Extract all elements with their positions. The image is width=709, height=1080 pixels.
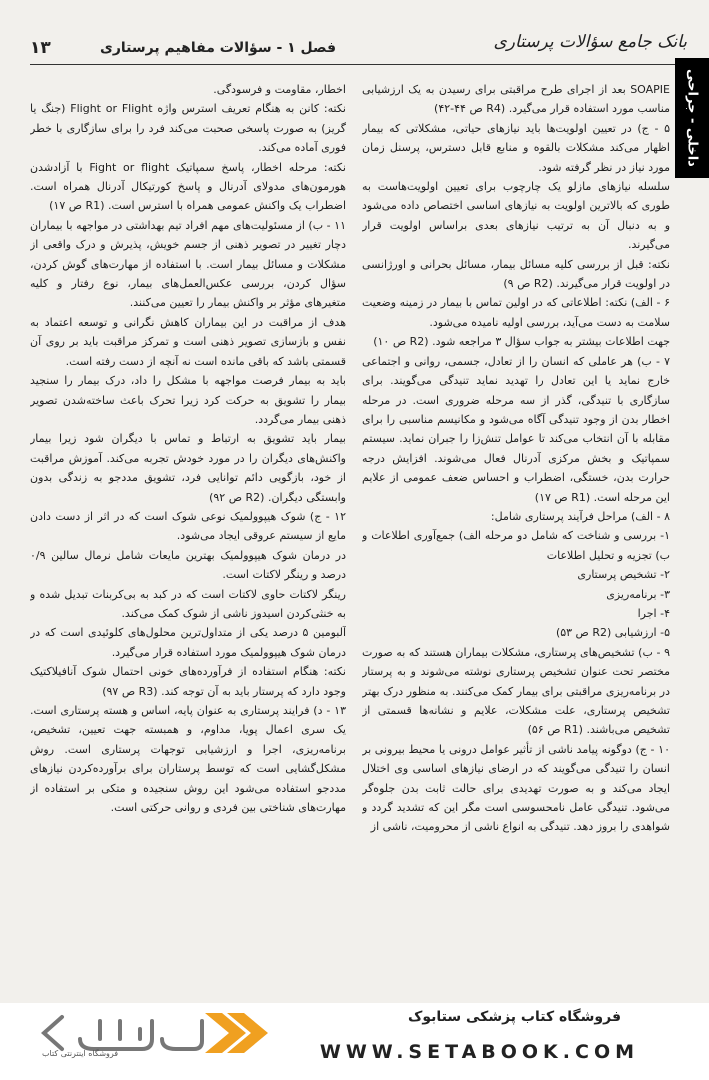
paragraph: هدف از مراقبت در این بیماران کاهش نگرانی و توسعه اعتماد به نفس و بازسازی تصویر ذهنی است و تمرکز مراقبت باید بر روی آن قسمتی باشد که باقی مانده است نه آنچه از دست رفته است. [30, 315, 346, 368]
paragraph: نکته: کانن به هنگام تعریف استرس واژه Flight or Flight (جنگ یا گریز) به صورت پاسخی صحبت می‌کند فرد را برای سازگاری با خطر فوری آماده می‌کند. [30, 102, 346, 155]
paragraph: بیمار باید تشویق به ارتباط و تماس با دیگران شود زیرا بیمار واکنش‌های دیگران را در مورد خودش تجربه می‌کند. آموزش مراقبت از خود، بازگویی دائم توانایی فرد، تشویق مددجو به زندگی بدون وابستگی دیگران. (R2 ص ۹۲) [30, 432, 346, 504]
paragraph: ۱۳ - د) فرایند پرستاری به عنوان پایه، اساس و هسته پرستاری است. یک سری اعمال پویا، مداوم، و همبسته جهت تعیین، تشخیص، برنامه‌ریزی، اجرا و ارزشیابی توجهات پرستاری است. روش مشکل‌گشایی است که توسط پرستاران برای برآورده‌کردن نیازهای مددجو استفاده می‌شود این روش سنجیده و متکی بر استفاده از مهارت‌های شناختی بین فردی و روانی حرکتی است. [30, 704, 346, 815]
paragraph: SOAPIE بعد از اجرای طرح مراقبتی برای رسیدن به یک ارزشیابی مناسب مورد استفاده قرار می‌گیرد. (R4 ص ۴۴-۴۲) [362, 83, 670, 116]
paragraph: اخطار، مقاومت و فرسودگی. [213, 83, 346, 96]
page-number: ۱۳ [30, 38, 51, 58]
paragraph: جهت اطلاعات بیشتر به جواب سؤال ۳ مراجعه شود. (R2 ص ۱۰) [373, 335, 670, 349]
logo-tagline: فروشگاه اینترنتی کتاب [42, 1049, 119, 1058]
paragraph: ۹ - ب) تشخیص‌های پرستاری، مشکلات بیماران هستند که به صورت مختصر تحت عنوان تشخیص پرستاری نوشته می‌شوند و به پرستار در برنامه‌ریزی مراقبتی برای بیمار کمک می‌کنند. به منظور درک بهتر تشخیص پرستاری، علت مشکلات، علایم و نشانه‌ها قسمتی از تشخیص می‌باشند. (R1 ص ۵۶) [362, 645, 670, 737]
store-website: WWW.SETABOOK.COM [319, 1041, 639, 1063]
paragraph: نکته: مرحله اخطار، پاسخ سمپاتیک Fight or flight با آزادشدن هورمون‌های مدولای آدرنال و پاسخ کورتیکال آدرنال همراه است. اضطراب یک واکنش عمومی همراه با استرس است. (R1 ص ۱۷) [30, 160, 346, 213]
right-column [362, 80, 670, 995]
paragraph: ۳- برنامه‌ریزی [606, 587, 670, 601]
side-tab-label: داخلی - جراحی [684, 69, 700, 167]
paragraph: ۵- ارزشیابی (R2 ص ۵۳) [555, 626, 670, 640]
paragraph: ۱۱ - ب) از مسئولیت‌های مهم افراد تیم بهداشتی در مواجهه با بیماران دچار تغییر در تصویر ذهنی از جسم خویش، پذیرش و درک واقعی از مشکلات و مسائل بیمار است. با استفاده از مهارت‌های گوش کردن، سؤال کردن، بررسی عکس‌العمل‌های بیمار، نوع رفتار و کلیه متغیرهای مؤثر بر واکنش بیمار را تعیین می‌کنند. [30, 218, 346, 310]
paragraph: باید به بیمار فرصت مواجهه با مشکل را داد، درک بیمار را سنجید بیمار را تشویق به حرکت کرد زیرا تحرک باعث ساخته‌شدن تصویر ذهنی بیمار می‌گردد. [30, 374, 346, 426]
paragraph: ۴- اجرا [637, 606, 670, 620]
paragraph: ۶ - الف) نکته: اطلاعاتی که در اولین تماس با بیمار در زمینه وضعیت سلامت به دست می‌آید، بررسی اولیه نامیده می‌شود. [362, 296, 670, 329]
book-title: بانک جامع سؤالات پرستاری [493, 32, 687, 52]
paragraph: نکته: قبل از بررسی کلیه مسائل بیمار، مسائل بحرانی و اورژانسی در اولویت قرار می‌گیرند. (R2 ص ۹) [362, 257, 670, 291]
paragraph: ۱۲ - ج) شوک هیپوولمیک نوعی شوک است که در اثر از دست دادن مایع از سیستم عروقی ایجاد می‌شود. [30, 509, 346, 543]
paragraph: نکته: هنگام استفاده از فرآورده‌های خونی احتمال شوک آنافیلاکتیک وجود دارد که پرستار باید به آن توجه کند. (R3 ص ۹۷) [30, 665, 346, 698]
paragraph: ۵ - ج) در تعیین اولویت‌ها باید نیازهای حیاتی، مشکلاتی که بیمار اظهار می‌کند مشکلات بالقوه و منابع قابل دسترس، پرسنل زمان مورد نیاز در نظر گرفته شود. [362, 121, 670, 174]
paragraph: ۷ - ب) هر عاملی که انسان را از تعادل، جسمی، روانی و اجتماعی خارج نماید یا این تعادل را تهدید نماید تنیدگی می‌گویند. برای سازگاری با تنیدگی، گذر از سه مرحله ضروری است. در مرحله اخطار بدن از وجود تنیدگی آگاه می‌شود و مکانیسم مناسبی را برای مقابله با آن انتخاب می‌کند تا عوامل تنش‌زا را جبران نماید. سیستم سمپاتیک و بخش مرکزی آدرنال فعال می‌شوند. افزایش درجه حرارت بدن، خستگی، اضطراب و احساس ضعف عمومی از علایم این مرحله است. (R1 ص ۱۷) [362, 354, 670, 504]
paragraph: ۱- بررسی و شناخت که شامل دو مرحله الف) جمع‌آوری اطلاعات و ب) تجزیه و تحلیل اطلاعات [362, 529, 670, 562]
paragraph: ۱۰ - ج) دوگونه پیامد ناشی از تأثیر عوامل درونی یا محیط بیرونی بر انسان را تنیدگی می‌گویند که در ارضای نیازهای اساسی وی اختلال ایجاد می‌کند و به صورت تهدیدی برای حالت ثابت بدن جلوه‌گر می‌شود. تنیدگی عامل نامحسوسی است مگر این که تشدید گردد و شواهدی را بروز دهد. تنیدگی به انواع ناشی از محرومیت، ناشی از [362, 742, 670, 834]
left-column [30, 80, 346, 995]
paragraph: ۲- تشخیص پرستاری [577, 568, 670, 582]
store-banner [0, 1003, 709, 1080]
paragraph: سلسله نیازهای مازلو یک چارچوب برای تعیین اولویت‌هاست به طوری که بالاترین اولویت به نیازهای اساسی اختصاص داده می‌شود و به دنبال آن به ترتیب نیازهای بعدی براساس اولویت قرار می‌گیرند. [362, 180, 670, 252]
side-tab [675, 58, 709, 178]
store-name: فروشگاه کتاب پزشکی ستابوک [408, 1009, 621, 1025]
chapter-title: فصل ۱ - سؤالات مفاهیم پرستاری [100, 40, 337, 56]
paragraph: آلبومین ۵ درصد یکی از متداول‌ترین محلول‌های کلوئیدی است که در درمان شوک هیپوولمیک مورد استفاده قرار می‌گیرد. [30, 626, 346, 659]
logo-chevron-icon [205, 1013, 268, 1053]
paragraph: در درمان شوک هیپوولمیک بهترین مایعات شامل نرمال سالین ۰/۹ درصد و رینگر لاکتات است. [30, 548, 346, 582]
logo-mark-icon [44, 1017, 202, 1049]
paragraph: ۸ - الف) مراحل فرآیند پرستاری شامل: [490, 509, 670, 523]
page-header [30, 18, 687, 65]
paragraph: رینگر لاکتات حاوی لاکتات است که در کبد به بی‌کربنات تبدیل شده و به خنثی‌کردن اسیدوز ناشی از شوک کمک می‌کند. [30, 587, 346, 620]
